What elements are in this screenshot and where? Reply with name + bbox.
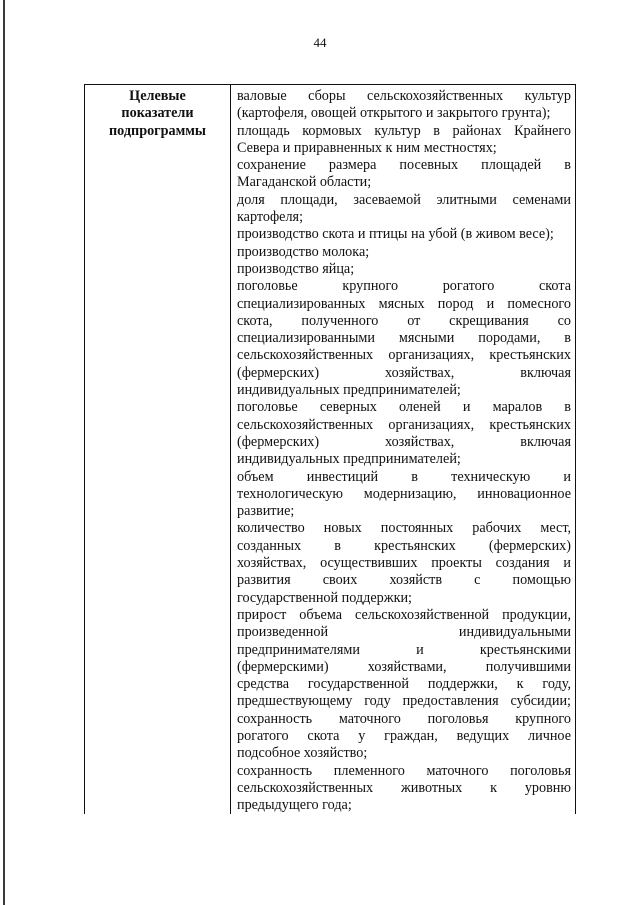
content-line: индивидуальных предпринимателей; xyxy=(237,382,461,399)
content-line: средства государственной поддержки, к году, xyxy=(237,676,571,693)
content-line: предыдущего года; xyxy=(237,797,352,814)
content-line: (фермерских) хозяйствах, включая xyxy=(237,364,571,381)
content-line: доля площади, засеваемой элитными семенами xyxy=(237,191,571,208)
content-line: Магаданской области; xyxy=(237,174,372,191)
content-line: развитие; xyxy=(237,503,295,520)
content-line: производство молока; xyxy=(237,243,370,260)
content-line: специализированными мясными породами, в xyxy=(237,330,571,347)
content-line: поголовье крупного рогатого скота xyxy=(237,278,571,295)
scan-edge-line xyxy=(3,0,5,905)
content-line: прирост объема сельскохозяйственной продукции, xyxy=(237,606,571,623)
content-line: индивидуальных предпринимателей; xyxy=(237,451,461,468)
content-line: Севера и приравненных к ним местностях; xyxy=(237,139,497,156)
label-cell xyxy=(85,85,231,814)
page-number: 44 xyxy=(313,35,327,50)
content-line: сельскохозяйственных организациях, крестьянских xyxy=(237,416,571,433)
content-line: предшествующему году предоставления субсидии; xyxy=(237,693,571,710)
content-line: площадь кормовых культур в районах Крайнего xyxy=(237,122,571,139)
content-line: созданных в крестьянских (фермерских) xyxy=(237,537,571,554)
label-line: Целевые xyxy=(129,88,186,104)
content-line: государственной поддержки; xyxy=(237,589,412,606)
content-line: поголовье северных оленей и маралов в xyxy=(237,399,571,416)
content-line: объем инвестиций в техническую и xyxy=(237,468,571,485)
content-line: сохранность маточного поголовья крупного xyxy=(237,710,571,727)
label-line: показатели xyxy=(121,105,194,122)
indicators-table xyxy=(84,84,576,814)
content-line: сохранность племенного маточного поголовья xyxy=(237,762,571,779)
content-line: валовые сборы сельскохозяйственных культур xyxy=(237,88,571,104)
content-line: количество новых постоянных рабочих мест, xyxy=(237,520,571,537)
content-cell xyxy=(231,85,575,814)
content-line: произведенной индивидуальными xyxy=(237,624,571,641)
content-line: сельскохозяйственных животных к уровню xyxy=(237,779,571,796)
content-line: сохранение размера посевных площадей в xyxy=(237,157,571,174)
content-line: (фермерских) хозяйствах, включая xyxy=(237,433,571,450)
content-line: развития своих хозяйств с помощью xyxy=(237,572,571,589)
content-line: рогатого скота у граждан, ведущих личное xyxy=(237,727,571,744)
content-line: специализированных мясных пород и помесного xyxy=(237,295,571,312)
content-line: производство яйца; xyxy=(237,260,355,277)
content-line: подсобное хозяйство; xyxy=(237,745,368,762)
content-line: (картофеля, овощей открытого и закрытого грунта); xyxy=(237,105,551,122)
content-line: предпринимателями и крестьянскими xyxy=(237,641,571,658)
content-line: скота, полученного от скрещивания со xyxy=(237,312,571,329)
content-line: хозяйствах, осуществивших проекты создания и xyxy=(237,555,571,572)
content-line: (фермерскими) хозяйствами, получившими xyxy=(237,658,571,675)
label-line: подпрограммы xyxy=(108,122,207,139)
content-line: сельскохозяйственных организациях, крестьянских xyxy=(237,347,571,364)
content-line: производство скота и птицы на убой (в живом весе); xyxy=(237,226,554,243)
content-line: технологическую модернизацию, инновационное xyxy=(237,485,571,502)
content-line: картофеля; xyxy=(237,209,304,226)
